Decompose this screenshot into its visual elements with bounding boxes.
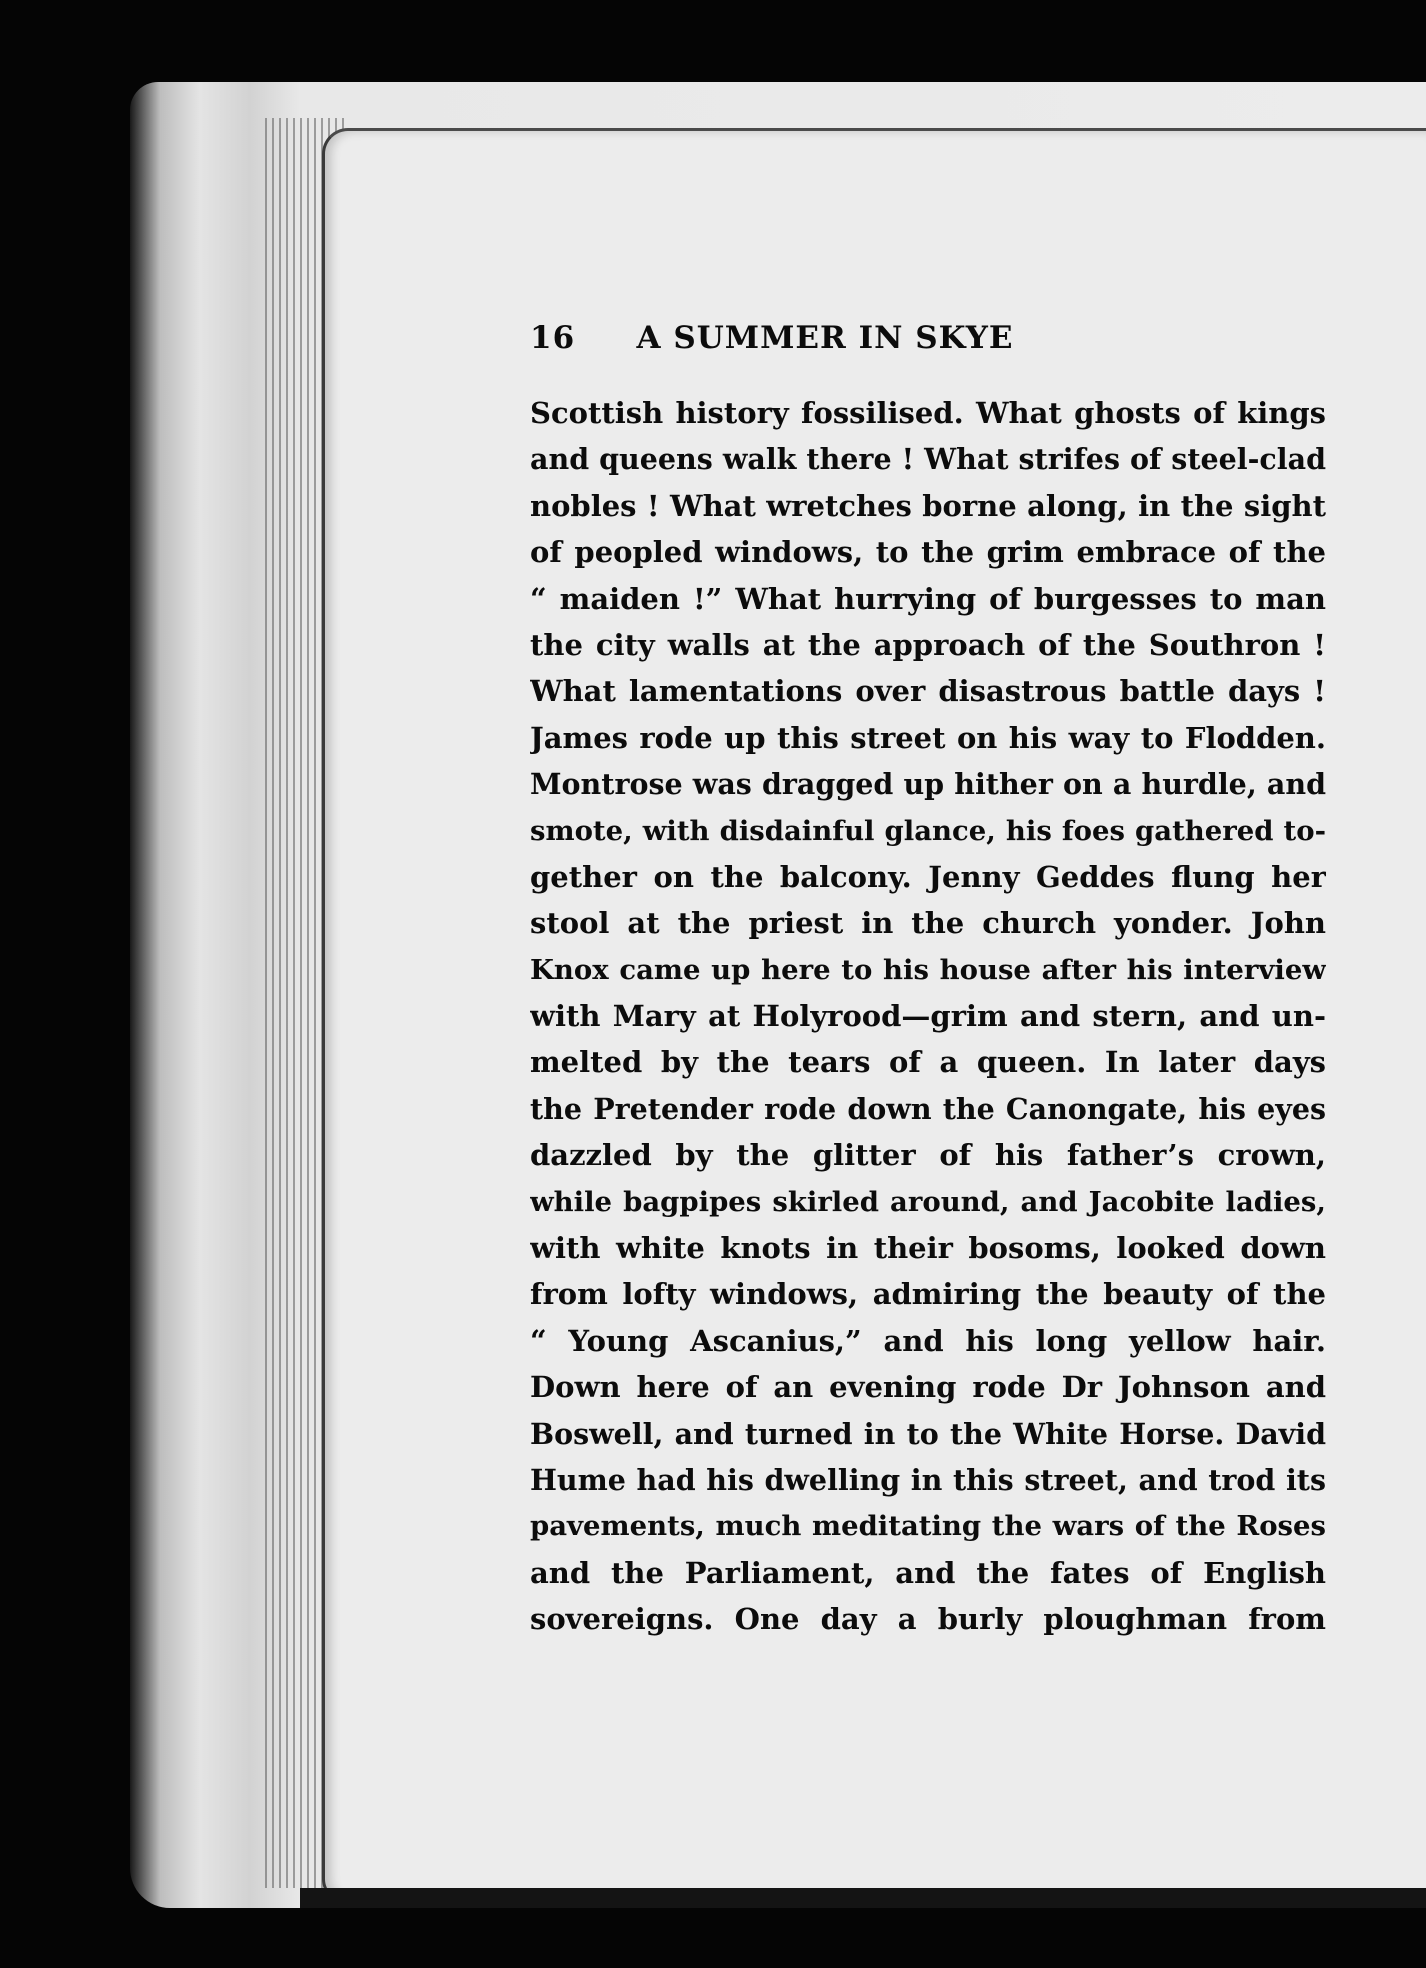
text-line: melted by the tears of a queen. In later days: [530, 1045, 1326, 1080]
text-line: Boswell, and turned in to the White Horse. David: [530, 1416, 1326, 1451]
text-line: Down here of an evening rode Dr Johnson and: [530, 1370, 1326, 1405]
page-bottom-shadow: [300, 1888, 1426, 1908]
text-line: smote, with disdainful glance, his foes gathered to-: [530, 814, 1326, 847]
page-number: 16: [530, 320, 576, 356]
text-line: the Pretender rode down the Canongate, his eyes: [530, 1091, 1326, 1126]
body-text: [530, 390, 1326, 1643]
text-line: “ Young Ascanius,” and his long yellow hair.: [530, 1323, 1326, 1358]
text-line: with white knots in their bosoms, looked down: [530, 1231, 1326, 1266]
text-line: Hume had his dwelling in this street, and trod its: [530, 1462, 1326, 1497]
text-line: the city walls at the approach of the Southron !: [530, 627, 1326, 662]
text-line: stool at the priest in the church yonder. John: [530, 906, 1326, 941]
text-line: Scottish history fossilised. What ghosts of kings: [530, 396, 1326, 430]
text-line: of peopled windows, to the grim embrace of the: [530, 535, 1326, 570]
text-line: and the Parliament, and the fates of English: [530, 1555, 1326, 1590]
text-line: “ maiden !” What hurrying of burgesses to man: [530, 581, 1326, 616]
text-line: Montrose was dragged up hither on a hurdle, and: [530, 767, 1326, 802]
text-line: sovereigns. One day a burly ploughman from: [530, 1602, 1326, 1637]
text-line: with Mary at Holyrood—grim and stern, and un-: [530, 999, 1326, 1034]
text-line: and queens walk there ! What strifes of steel-clad: [530, 442, 1326, 477]
text-line: gether on the balcony. Jenny Geddes flung her: [530, 859, 1326, 894]
text-line: while bagpipes skirled around, and Jacobite ladies,: [530, 1185, 1326, 1218]
text-line: What lamentations over disastrous battle days !: [530, 674, 1326, 709]
running-header: [530, 316, 1120, 360]
text-line: nobles ! What wretches borne along, in the sight: [530, 488, 1326, 523]
text-line: from lofty windows, admiring the beauty of the: [530, 1277, 1326, 1312]
running-title: A SUMMER IN SKYE: [636, 320, 1014, 356]
text-line: pavements, much meditating the wars of the Roses: [530, 1510, 1326, 1543]
text-line: dazzled by the glitter of his father’s crown,: [530, 1138, 1326, 1173]
text-line: James rode up this street on his way to Flodden.: [530, 720, 1326, 755]
text-line: Knox came up here to his house after his interview: [530, 953, 1326, 986]
